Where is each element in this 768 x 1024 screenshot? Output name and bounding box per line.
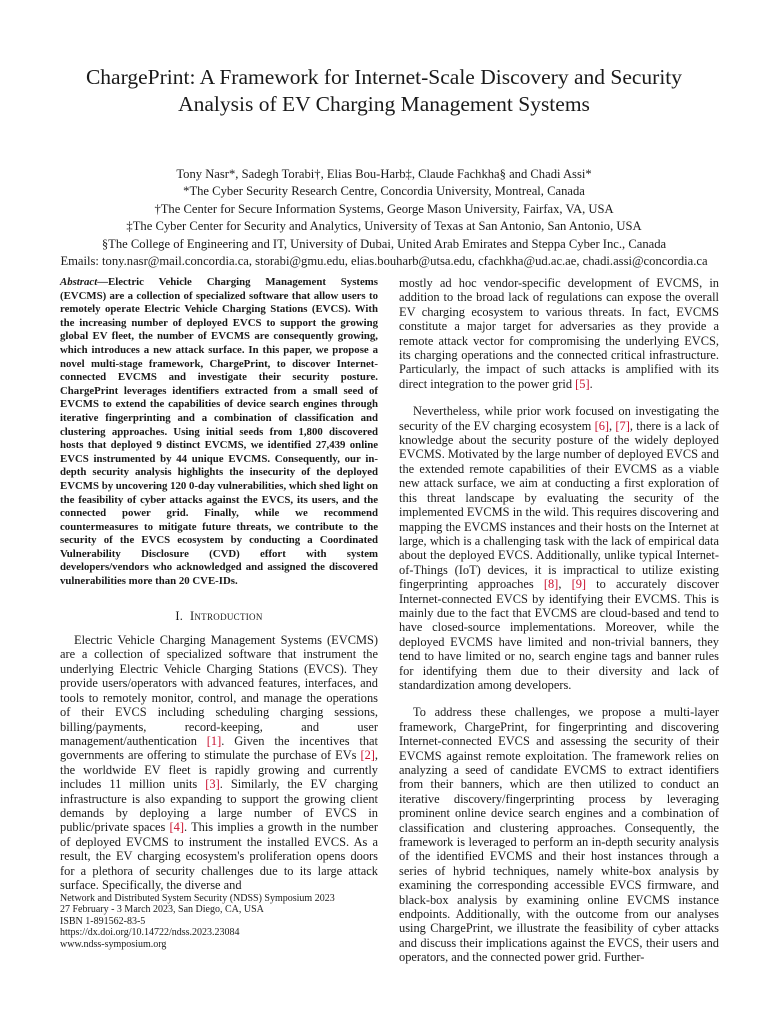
title-line-1: ChargePrint: A Framework for Internet-Scale Discovery and Security xyxy=(85,65,683,89)
abstract-text: —Electric Vehicle Charging Management Systems (EVCMS) are a collection of specialized software that allow users to remotely operate Electric Vehicle Charging Stations (EVCS). With the increasing number of deployed EVCS to support the growing global EV fleet, the number of EVCMS are consequently growing, which introduces a new attack surface. In this paper, we propose a novel multi-stage framework, ChargePrint, to discover Internet-connected EVCMS and investigate their security posture. ChargePrint leverages identifiers extracted from a small seed of EVCMS to extend the capabilities of device search engines through iterative fingerprinting and a combination of classification and clustering approaches. Using initial seeds from 1,800 discovered hosts that deployed 9 distinct EVCMS, we identified 27,439 online EVCS instrumented by 44 unique EVCMS. Consequently, our in-depth security analysis highlights the insecurity of the deployed EVCMS by uncovering 120 0-day vulnerabilities, which shed light on the feasibility of cyber attacks against the EVCS, its users, and the connected power grid. Finally, while we recommend countermeasures to mitigate future threats, we contribute to the security of the EVCS ecosystem by conducting a Coordinated Vulnerability Disclosure (CVD) effort with system developers/vendors who acknowledged and assigned the discovered vulnerabilities more than 20 CVE-IDs. xyxy=(60,276,378,588)
paper-title xyxy=(40,64,728,118)
section-heading-introduction xyxy=(60,609,378,623)
citation-link[interactable]: [2] xyxy=(360,748,375,763)
citation-link[interactable]: [1] xyxy=(206,733,222,748)
affiliation-4: §The College of Engineering and IT, University of Dubai, United Arab Emirates and Steppa Cyber Inc., Canada xyxy=(101,236,667,251)
citation-link[interactable]: [4] xyxy=(169,820,184,835)
right-column xyxy=(399,276,719,965)
abstract xyxy=(60,276,378,589)
affiliation-3: ‡The Cyber Center for Security and Analytics, University of Texas at San Antonio, San Antonio, USA xyxy=(126,219,642,234)
affiliation-1: *The Cyber Security Research Centre, Concordia University, Montreal, Canada xyxy=(183,184,585,199)
citation-link[interactable]: [5] xyxy=(575,376,590,391)
intro-paragraph-2: mostly ad hoc vendor-specific development of EVCMS, in addition to the broad lack of regulations can expose the overall EV charging ecosystem to various threats. In fact, EVCMS constitute a major target for adversaries as they provide a remote attack vector for compromising the underlying EVCS, its charging operations and the connected critical infrastructure. Particularly, the impact of such attacks is amplified with its direct integration to the power grid [5]. xyxy=(399,276,719,391)
footnote-url[interactable]: www.ndss-symposium.org xyxy=(60,938,167,950)
intro-paragraph-3: Nevertheless, while prior work focused on investigating the security of the EV charging ecosystem [6], [7], there is a lack of knowledge about the security posture of the widely deployed EVCMS. Motivated by the large number of deployed EVCS and the extended remote capabilities of their EVCMS as a viable new attack surface, we aim at conducting a first exploration of this threat landscape by evaluating the security of the implemented EVCMS in the wild. This requires discovering and mapping the EVCMS instances and their hosts on the Internet at large, which is a challenging task with the lack of empirical data about the deployed EVCS. Additionally, unlike typical Internet-of-Things (IoT) devices, it is impractical to utilize existing fingerprinting approaches [8], [9] to accurately discover Internet-connected EVCS by identifying their EVCMS. This is mainly due to the fact that EVCMS are cloud-based and tend to have closed-source implementations. Moreover, while the deployed EVCMS have limited and non-trivial banners, they tend to have limited or no, search engine tags and banner rules for identifying them due to their diversity and lack of standardization among developers. xyxy=(399,404,719,692)
author-names: Tony Nasr*, Sadegh Torabi†, Elias Bou-Harb‡, Claude Fachkha§ and Chadi Assi* xyxy=(176,167,592,181)
section-title: Introduction xyxy=(189,608,263,623)
intro-paragraph-4: To address these challenges, we propose a multi-layer framework, ChargePrint, for fingerprinting and discovering Internet-connected EVCS and assessing the security of their EVCMS against remote exploitation. The framework relies on analyzing a seed of candidate EVCMS to extract identifiers from their banners, which are then utilized to conduct an iterative discovery/fingerprinting process by leveraging prominent online device search engines and a combination of classification and clustering approaches. Consequently, the framework is leveraged to perform an in-depth security analysis of the identified EVCMS and their host instances through a series of hybrid techniques, namely white-box analysis by examining the corresponding accessible EVCS firmware, and black-box analysis by examining online EVCMS instance endpoints. Additionally, with the outcome from our analyses using ChargePrint, we illustrate the feasibility of cyber attacks and discuss their implications against the EVCS, their users and operators, and the connected power grid. Further- xyxy=(399,705,719,965)
affiliation-2: †The Center for Secure Information Systems, George Mason University, Fairfax, VA, USA xyxy=(154,201,614,216)
footnote-doi[interactable]: https://dx.doi.org/10.14722/ndss.2023.23084 xyxy=(60,927,240,939)
citation-link[interactable]: [9] xyxy=(571,577,587,592)
footnote xyxy=(60,893,378,950)
abstract-label: Abstract xyxy=(60,276,98,288)
author-emails: Emails: tony.nasr@mail.concordia.ca, storabi@gmu.edu, elias.bouharb@utsa.edu, cfachkha@ud.ac.ae, chadi.assi@concordia.ca xyxy=(60,254,708,269)
left-column xyxy=(60,276,378,892)
citation-link[interactable]: [6] xyxy=(594,418,610,433)
intro-paragraph-1: Electric Vehicle Charging Management Systems (EVCMS) are a collection of specialized software that instrument the underlying Electric Vehicle Charging Stations (EVCS). They provide users/operators with advanced features, interfaces, and tools to remotely monitor, control, and manage the operations of their EVCS including scheduling charging sessions, billing/payments, record-keeping, and user management/authentication [1]. Given the incentives that governments are offering to stimulate the purchase of EVs [2], the worldwide EV fleet is rapidly growing and currently includes 11 million units [3]. Similarly, the EV charging infrastructure is also expanding to support the growing client demands by deploying a large number of EVCS in public/private spaces [4]. This implies a growth in the number of deployed EVCMS to instrument the installed EVCS. As a result, the EV charging ecosystem's proliferation opens doors for a plethora of security challenges due to its large attack surface. Specifically, the diverse and xyxy=(60,633,378,892)
footnote-venue: Network and Distributed System Security (NDSS) Symposium 2023 xyxy=(60,893,335,904)
title-line-2: Analysis of EV Charging Management Systems xyxy=(178,92,590,116)
citation-link[interactable]: [8] xyxy=(543,577,559,592)
section-number: I. xyxy=(175,608,184,623)
author-block xyxy=(40,166,728,270)
footnote-isbn: ISBN 1-891562-83-5 xyxy=(60,915,146,927)
citation-link[interactable]: [7] xyxy=(615,418,630,433)
footnote-dates: 27 February - 3 March 2023, San Diego, CA, USA xyxy=(60,904,264,916)
citation-link[interactable]: [3] xyxy=(205,777,220,792)
